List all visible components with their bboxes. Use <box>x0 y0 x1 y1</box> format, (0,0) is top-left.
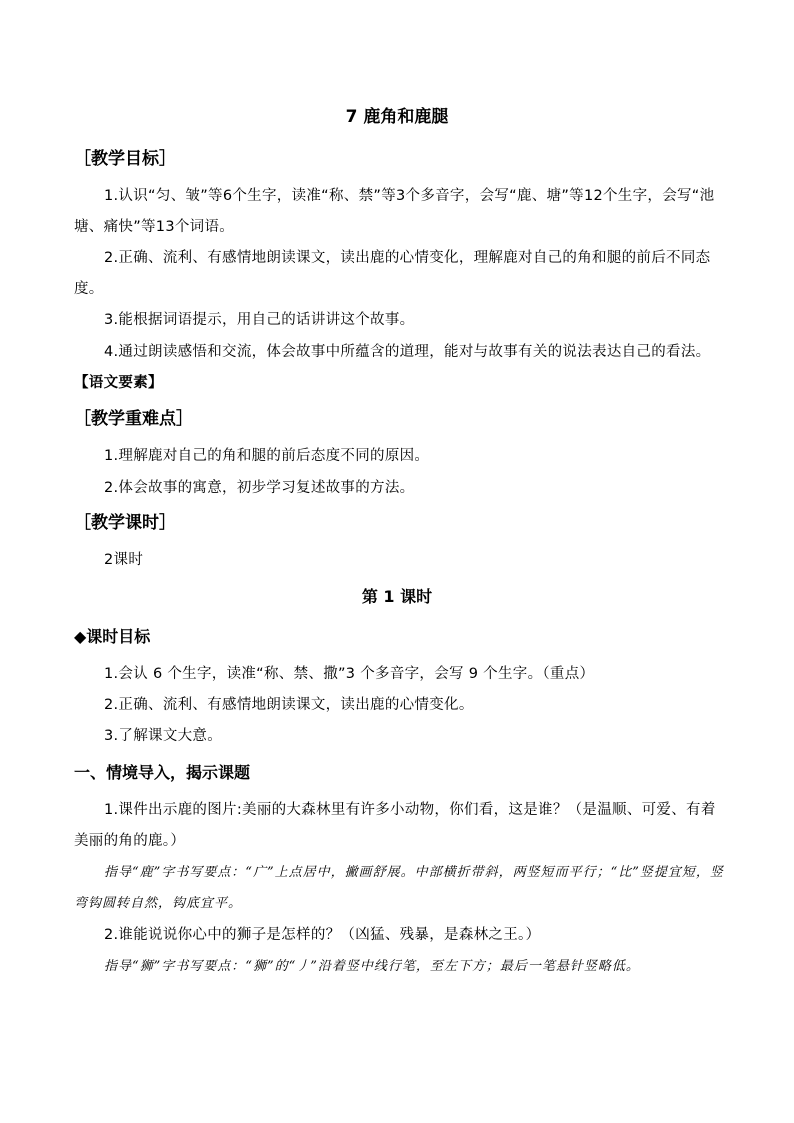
goal-item-4-text: 4.通过朗读感悟和交流，体会故事中所蕴含的道理，能对与故事有关的说法表达自己的看法。 <box>104 344 711 360</box>
step1-paragraph-1: 1.课件出示鹿的图片:美丽的大森林里有许多小动物，你们看，这是谁？（是温顺、可爱、有着美丽的角的鹿。） <box>74 802 716 849</box>
objective-1: 1.会认 6 个生字，读准“称、禁、撒”3 个多音字，会写 9 个生字。（重点） <box>104 666 595 682</box>
goal-item-3: 3.能根据词语提示，用自己的话讲讲这个故事。 <box>104 312 415 328</box>
key-point-2: 2.体会故事的寓意，初步学习复述故事的方法。 <box>104 480 415 496</box>
lesson-title: 7 鹿角和鹿腿 <box>345 107 449 127</box>
periods-heading: ［教学课时］ <box>74 513 176 533</box>
step1-paragraph-2: 2.谁能说说你心中的狮子是怎样的？（凶猛、残暴，是森林之王。） <box>104 927 541 943</box>
objective-3: 3.了解课文大意。 <box>104 728 223 744</box>
objective-2: 2.正确、流利、有感情地朗读课文，读出鹿的心情变化。 <box>104 697 474 713</box>
objectives-heading: ◆课时目标 <box>74 627 151 646</box>
goal-item-1: 1.认识“匀、皱”等6个生字，读准“称、禁”等3个多音字，会写“鹿、塘”等12个生字，会写“池塘、痛快”等13个词语。 <box>74 188 715 235</box>
goals-heading: ［教学目标］ <box>74 149 176 169</box>
step1-heading: 一、情境导入，揭示课题 <box>74 763 251 782</box>
goal-item-4 <box>74 337 724 399</box>
step1-note-2: 指导“狮”字书写要点：“狮”的“丿”沿着竖中线行笔，至左下方；最后一笔悬针竖略低。 <box>104 959 640 974</box>
periods-value: 2课时 <box>104 552 144 568</box>
key-point-1: 1.理解鹿对自己的角和腿的前后态度不同的原因。 <box>104 448 430 464</box>
goal-item-4-tag: 【语文要素】 <box>74 375 163 391</box>
goal-item-2: 2.正确、流利、有感情地朗读课文，读出鹿的心情变化，理解鹿对自己的角和腿的前后不同态度。 <box>74 250 711 297</box>
key-points-heading: ［教学重难点］ <box>74 409 193 429</box>
step1-note-1: 指导“鹿”字书写要点：“广”上点居中，撇画舒展。中部横折带斜，两竖短而平行；“比”竖提宜短，竖弯钩圆转自然，钩底宜平。 <box>74 865 724 911</box>
period1-title: 第 1 课时 <box>361 587 433 606</box>
